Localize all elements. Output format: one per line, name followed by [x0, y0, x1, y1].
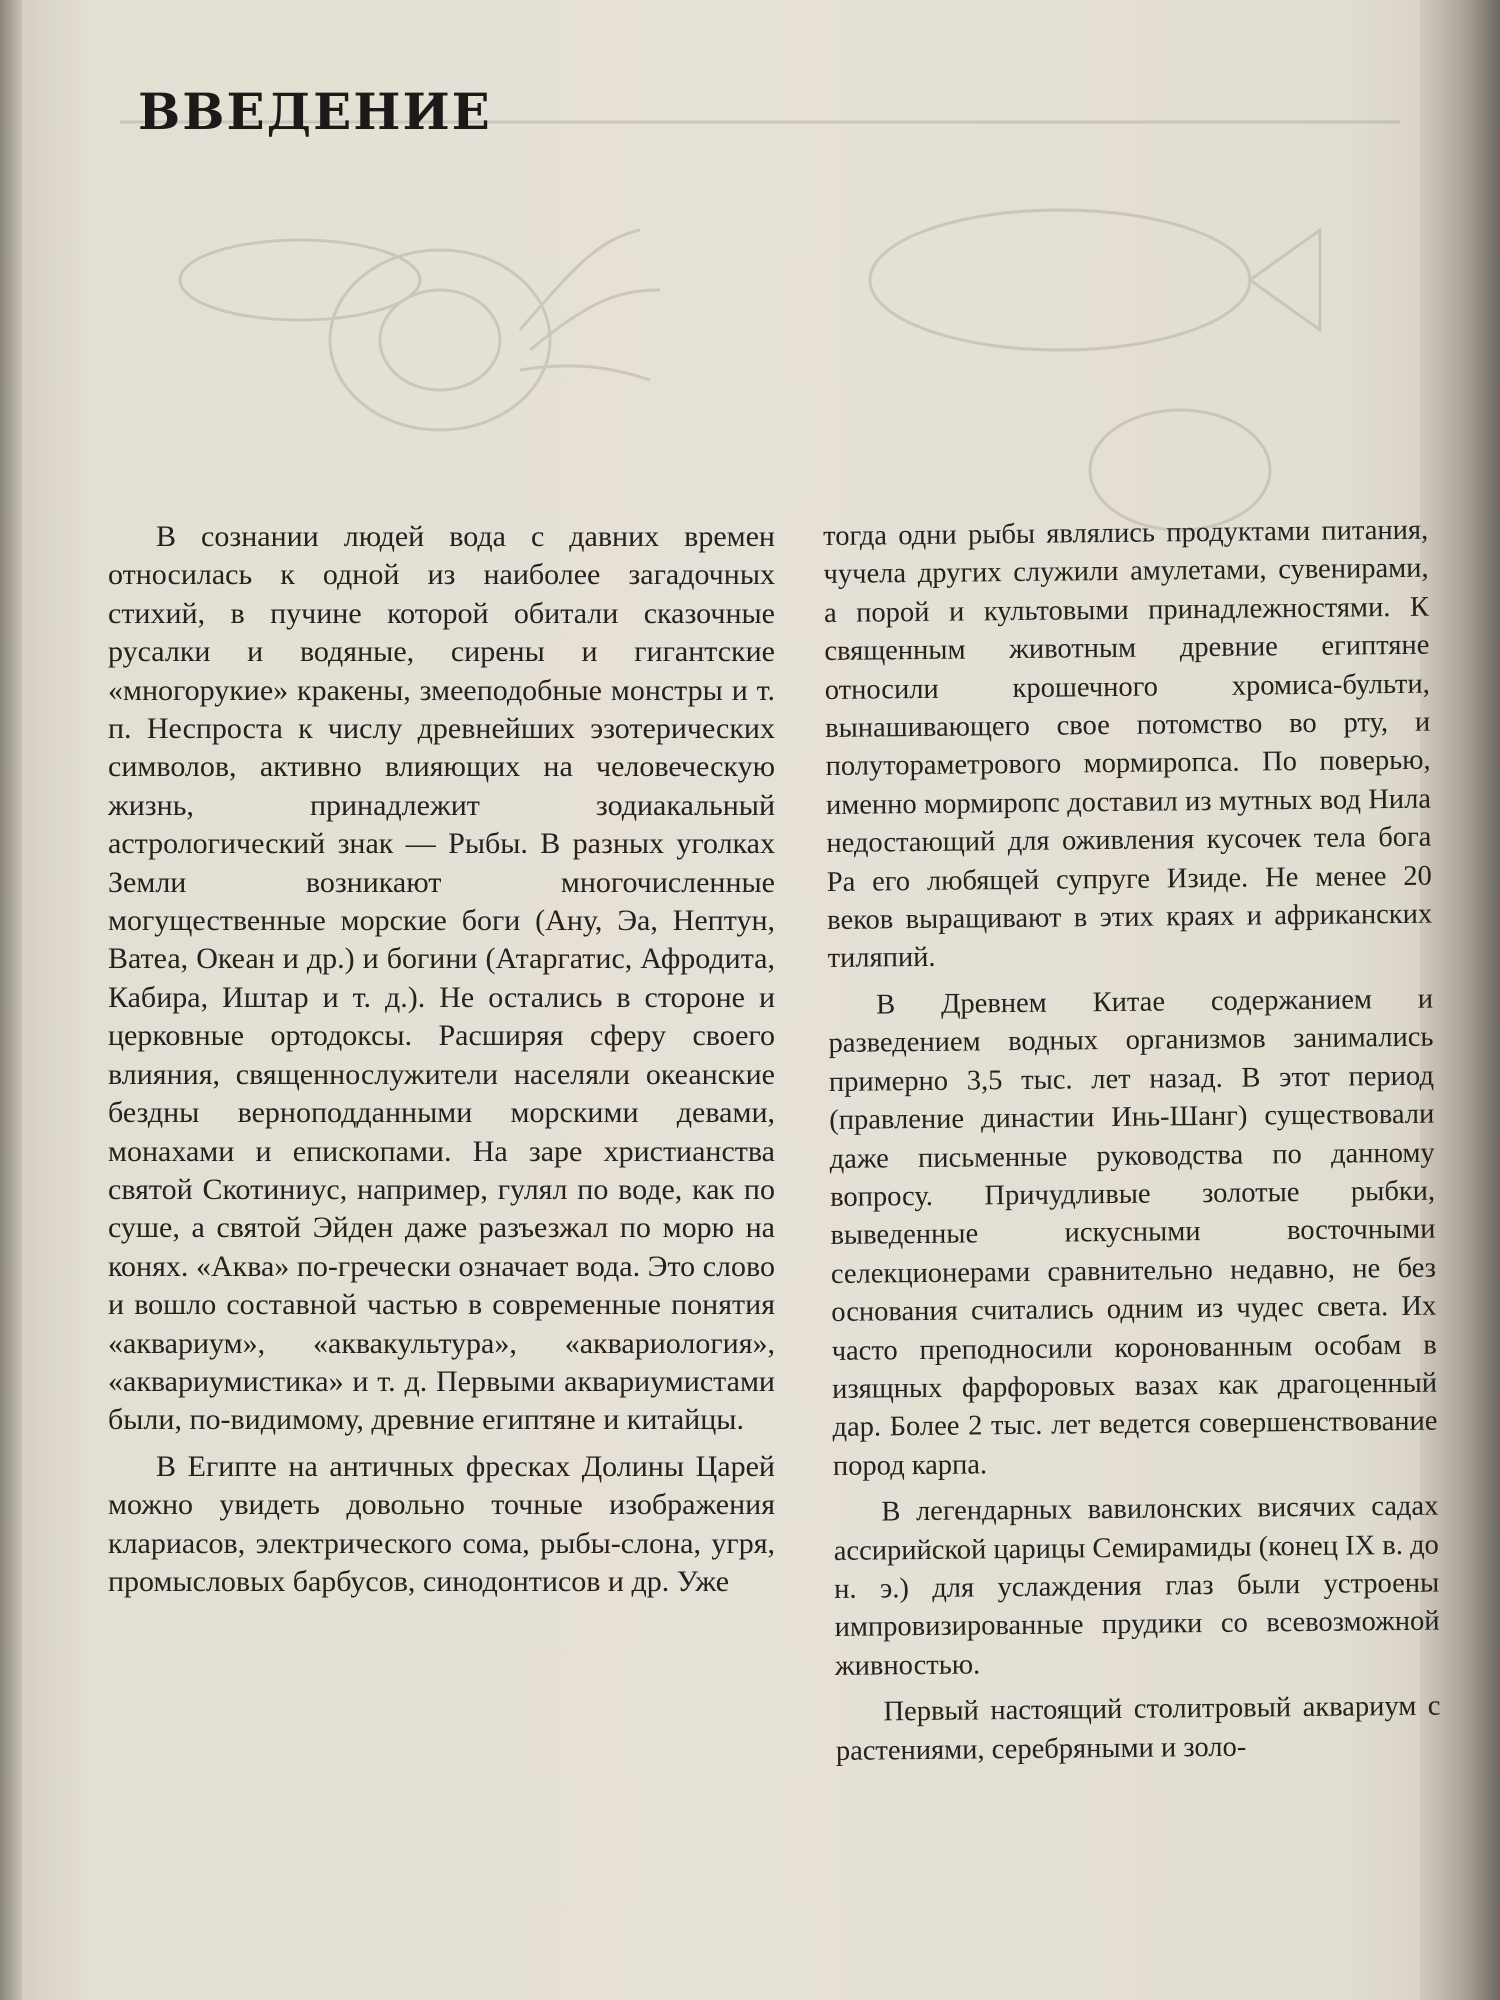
ghost-fish-right-tail: [1250, 230, 1320, 330]
ghost-fish-spotted: [1090, 410, 1270, 530]
paragraph: В сознании людей вода с давних времен относилась к одной из наиболее загадочных стихий, в пучине которой обитали сказочные русалки и водяные, сирены и гигантские «многорукие» кракены, змееподобные монстры и т. п. Неспроста к числу древнейших эзотерических символов, активно влияющих на человеческую жизнь, принадлежит зодиакальный астрологический знак — Рыбы. В разных уголках Земли возникают многочисленные могущественные морские боги (Ану, Эа, Нептун, Ватеа, Океан и др.) и богини (Атаргатис, Афродита, Кабира, Иштар и т. д.). Не остались в стороне и церковные ортодоксы. Расширяя сферу своего влияния, священнослужители населяли океанские бездны верноподданными морскими девами, монахами и епископами. На заре христианства святой Скотиниус, например, гулял по воде, как по суше, а святой Эйден даже разъезжал по морю на конях. «Аква» по-гречески означает вода. Это слово и вошло составной частью в современные понятия «аквариум», «аквакультура», «аквариология», «аквариумистика» и т. д. Первыми аквариумистами были, по-видимому, древние египтяне и китайцы.: [108, 520, 775, 1437]
ghost-fish-left: [180, 240, 420, 320]
paragraph: В Древнем Китае содержанием и разведением водных организмов занимались примерно 3,5 тыс. лет назад. В этот период (правление династии Инь-Шанг) существовали даже письменные руководства по данному вопросу. Причудливые золотые рыбки, выведенные искусными восточными селекционерами сравнительно недавно, не без основания считались одним из чудес света. Их часто преподносили коронованным особам в изящных фарфоровых вазах как драгоценный дар. Более 2 тыс. лет ведется совершенствование пород карпа.: [828, 983, 1438, 1482]
ghost-fish-right: [870, 210, 1250, 350]
paragraph: Первый настоящий столитровый аквариум с растениями, серебряными и золо-: [835, 1690, 1441, 1767]
ghost-nautilus-tentacles: [520, 230, 660, 380]
ghost-nautilus-inner: [380, 290, 500, 390]
text-column-left: [108, 518, 775, 1609]
paragraph: тогда одни рыбы являлись продуктами питания, чучела других служили амулетами, сувенирами, а порой и культовыми принадлежностями. К священным животным древние египтяне относили крошечного хромиса-бульти, вынашивающего свое потомство во рту, и полутораметрового мормиропса. По поверью, именно мормиропс доставил из мутных вод Нила недостающий для оживления кусочек тела бога Ра его любящей супруге Изиде. Не менее 20 веков выращивают в этих краях и африканских тиляпий.: [823, 514, 1433, 975]
paragraph: В Египте на античных фресках Долины Царей можно увидеть довольно точные изображения клариасов, электрического сома, рыбы-слона, угря, промысловых барбусов, синодонтисов и др. Уже: [108, 1449, 775, 1598]
chapter-title: ВВЕДЕНИЕ: [138, 82, 492, 141]
ghost-nautilus-shell: [330, 250, 550, 430]
text-column-right: [823, 512, 1441, 1779]
paragraph: В легендарных вавилонских висячих садах ассирийской царицы Семирамиды (конец IX в. до н. э.) для услаждения глаз были устроены импровизированные прудики со всевозможной живностью.: [833, 1490, 1440, 1682]
